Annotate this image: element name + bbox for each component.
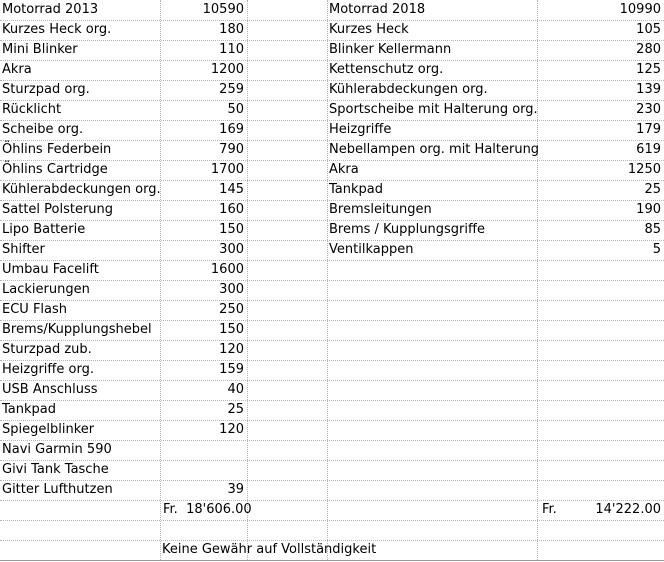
left-item-name[interactable]: Sturzpad zub. (2, 342, 92, 357)
right-total-value[interactable]: 14'222.00 (595, 502, 661, 517)
left-item-value[interactable]: 300 (219, 242, 244, 257)
left-item-value[interactable]: 40 (227, 382, 244, 397)
left-item-name[interactable]: Spiegelblinker (2, 422, 95, 437)
right-total-currency[interactable]: Fr. (542, 502, 557, 517)
left-item-value[interactable]: 50 (227, 102, 244, 117)
right-item-value[interactable]: 25 (644, 182, 661, 197)
left-item-value[interactable] (160, 460, 247, 480)
left-item-value[interactable]: 300 (219, 282, 244, 297)
left-item-name[interactable]: Lipo Batterie (2, 222, 86, 237)
right-item-value[interactable]: 5 (652, 242, 661, 257)
left-item-value[interactable]: 39 (227, 482, 244, 497)
right-item-value[interactable]: 105 (636, 22, 661, 37)
left-item-value[interactable]: 120 (219, 342, 244, 357)
right-item-name[interactable]: Nebellampen org. mit Halterung (329, 142, 540, 157)
left-item-value[interactable]: 1200 (210, 62, 244, 77)
right-item-value[interactable]: 125 (636, 62, 661, 77)
left-item-name[interactable]: Tankpad (2, 402, 56, 417)
left-item-value[interactable]: 120 (219, 422, 244, 437)
left-item-name[interactable]: Heizgriffe org. (2, 362, 94, 377)
right-item-name[interactable]: Bremsleitungen (329, 202, 432, 217)
left-item-name[interactable]: Sattel Polsterung (2, 202, 114, 217)
left-item-name[interactable]: Umbau Facelift (2, 262, 99, 277)
right-item-value[interactable]: 179 (636, 122, 661, 137)
left-item-name[interactable]: Brems/Kupplungshebel (2, 322, 152, 337)
left-item-value[interactable] (160, 440, 247, 460)
right-header-value[interactable]: 10990 (619, 2, 661, 17)
right-item-name[interactable]: Blinker Kellermann (329, 42, 452, 57)
right-item-value[interactable]: 619 (636, 142, 661, 157)
right-item-name[interactable]: Kettenschutz org. (329, 62, 444, 77)
left-item-name[interactable]: Scheibe org. (2, 122, 84, 137)
left-item-value[interactable]: 169 (219, 122, 244, 137)
right-item-name[interactable]: Tankpad (329, 182, 383, 197)
left-item-name[interactable]: Navi Garmin 590 (2, 442, 112, 457)
left-item-value[interactable]: 159 (219, 362, 244, 377)
left-item-name[interactable]: Rücklicht (2, 102, 62, 117)
right-item-name[interactable]: Brems / Kupplungsgriffe (329, 222, 485, 237)
left-item-name[interactable]: Givi Tank Tasche (2, 462, 109, 477)
right-header-name[interactable]: Motorrad 2018 (329, 2, 426, 17)
left-total[interactable]: Fr. 18'606.00 (163, 502, 252, 517)
left-item-name[interactable]: Kurzes Heck org. (2, 22, 112, 37)
left-item-name[interactable]: Akra (2, 62, 32, 77)
right-item-name[interactable]: Kühlerabdeckungen org. (329, 82, 488, 97)
footnote[interactable]: Keine Gewähr auf Vollständigkeit (162, 542, 377, 557)
left-header-name[interactable]: Motorrad 2013 (2, 2, 99, 17)
left-item-name[interactable]: Öhlins Federbein (2, 142, 112, 157)
left-item-name[interactable]: Mini Blinker (2, 42, 78, 57)
left-item-value[interactable]: 1600 (210, 262, 244, 277)
gridline-horizontal (0, 520, 664, 521)
right-item-value[interactable]: 280 (636, 42, 661, 57)
right-item-value[interactable]: 139 (636, 82, 661, 97)
right-item-value[interactable]: 1250 (627, 162, 661, 177)
left-item-name[interactable]: Öhlins Cartridge (2, 162, 108, 177)
right-item-name[interactable]: Ventilkappen (329, 242, 414, 257)
right-item-name[interactable]: Kurzes Heck (329, 22, 409, 37)
left-item-value[interactable]: 250 (219, 302, 244, 317)
left-item-name[interactable]: Gitter Lufthutzen (2, 482, 113, 497)
left-item-name[interactable]: USB Anschluss (2, 382, 98, 397)
left-item-name[interactable]: Shifter (2, 242, 45, 257)
left-header-value[interactable]: 10590 (202, 2, 244, 17)
right-item-value[interactable]: 230 (636, 102, 661, 117)
left-item-value[interactable]: 145 (219, 182, 244, 197)
right-item-name[interactable]: Sportscheibe mit Halterung org. (329, 102, 538, 117)
left-item-name[interactable]: ECU Flash (2, 302, 68, 317)
left-item-value[interactable]: 1700 (210, 162, 244, 177)
right-item-name[interactable]: Akra (329, 162, 359, 177)
right-item-value[interactable]: 190 (636, 202, 661, 217)
left-item-value[interactable]: 150 (219, 322, 244, 337)
left-item-name[interactable]: Kühlerabdeckungen org. (2, 182, 161, 197)
left-item-name[interactable]: Lackierungen (2, 282, 90, 297)
left-item-value[interactable]: 180 (219, 22, 244, 37)
left-item-name[interactable]: Sturzpad org. (2, 82, 90, 97)
left-item-value[interactable]: 150 (219, 222, 244, 237)
left-item-value[interactable]: 110 (219, 42, 244, 57)
right-item-name[interactable]: Heizgriffe (329, 122, 392, 137)
left-item-value[interactable]: 160 (219, 202, 244, 217)
left-item-value[interactable]: 259 (219, 82, 244, 97)
right-item-value[interactable]: 85 (644, 222, 661, 237)
left-item-value[interactable]: 790 (219, 142, 244, 157)
left-item-value[interactable]: 25 (227, 402, 244, 417)
gridline-horizontal (0, 560, 664, 561)
